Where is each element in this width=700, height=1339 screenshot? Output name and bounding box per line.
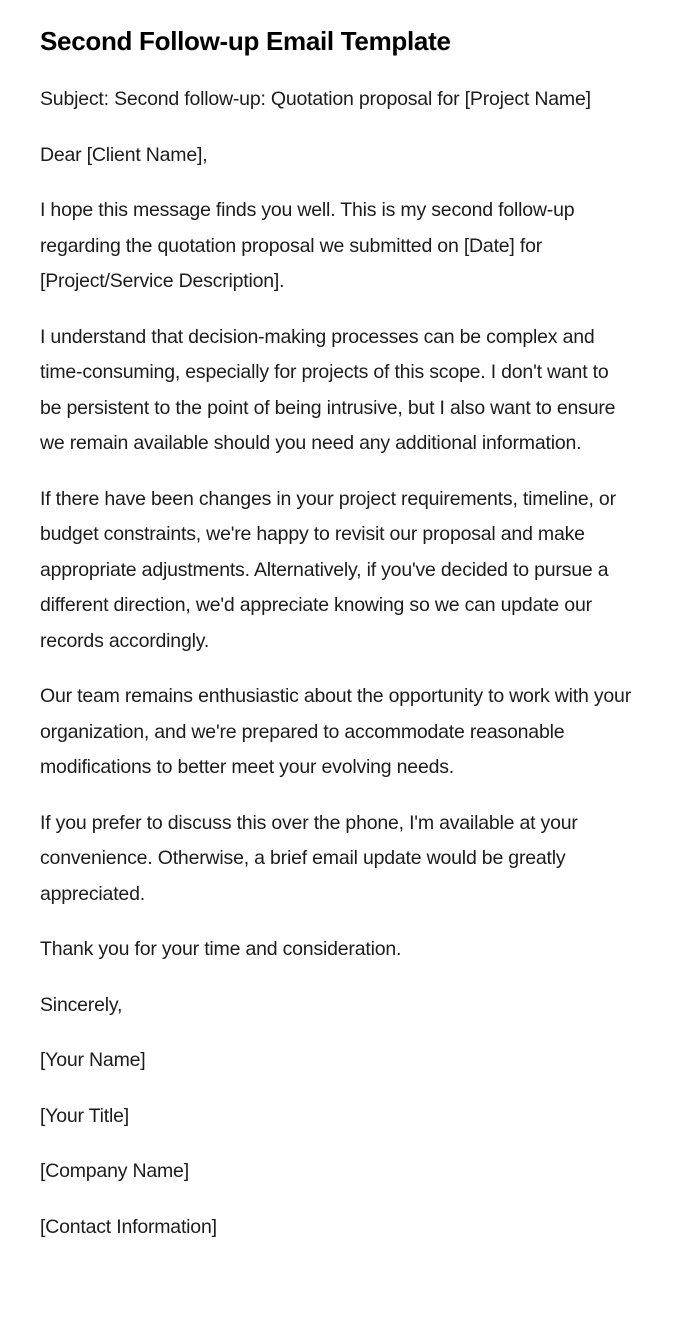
signature-company-placeholder: [Company Name]	[40, 1160, 189, 1182]
signature-title-placeholder: [Your Title]	[40, 1104, 130, 1127]
signature-name-placeholder: [Your Name]	[40, 1049, 146, 1071]
signature-closing: Sincerely,	[40, 993, 123, 1016]
subject-line: Subject: Second follow-up: Quotation proposal for [Project Name]	[40, 88, 591, 110]
page-title: Second Follow-up Email Template	[40, 26, 451, 56]
body-paragraph-changes: If there have been changes in your project requirements, timeline, or budget constraints, we're happy to revisit our proposal and make appropriate adjustments. Alternatively, if you've decided to pursue a different direction, we'd appreciate knowing so we can update our records accordingly.	[40, 487, 616, 652]
body-paragraph-contact-preference: If you prefer to discuss this over the phone, I'm available at your convenience. Otherwise, a brief email update would be greatly appreciated.	[40, 811, 578, 905]
signature-contact-placeholder: [Contact Information]	[40, 1215, 217, 1238]
body-paragraph-thanks: Thank you for your time and consideration.	[40, 938, 402, 960]
body-paragraph-team: Our team remains enthusiastic about the opportunity to work with your organization, and we're prepared to accommodate reasonable modifications to better meet your evolving needs.	[40, 685, 631, 778]
salutation: Dear [Client Name],	[40, 143, 208, 166]
body-paragraph-understanding: I understand that decision-making processes can be complex and time-consuming, especially for projects of this scope. I don't want to be persistent to the point of being intrusive, but I also want to ensure we remain available should you need any additional information.	[40, 325, 616, 454]
body-paragraph-intro: I hope this message finds you well. This is my second follow-up regarding the quotation proposal we submitted on [Date] for [Project/Service Description].	[40, 199, 575, 292]
